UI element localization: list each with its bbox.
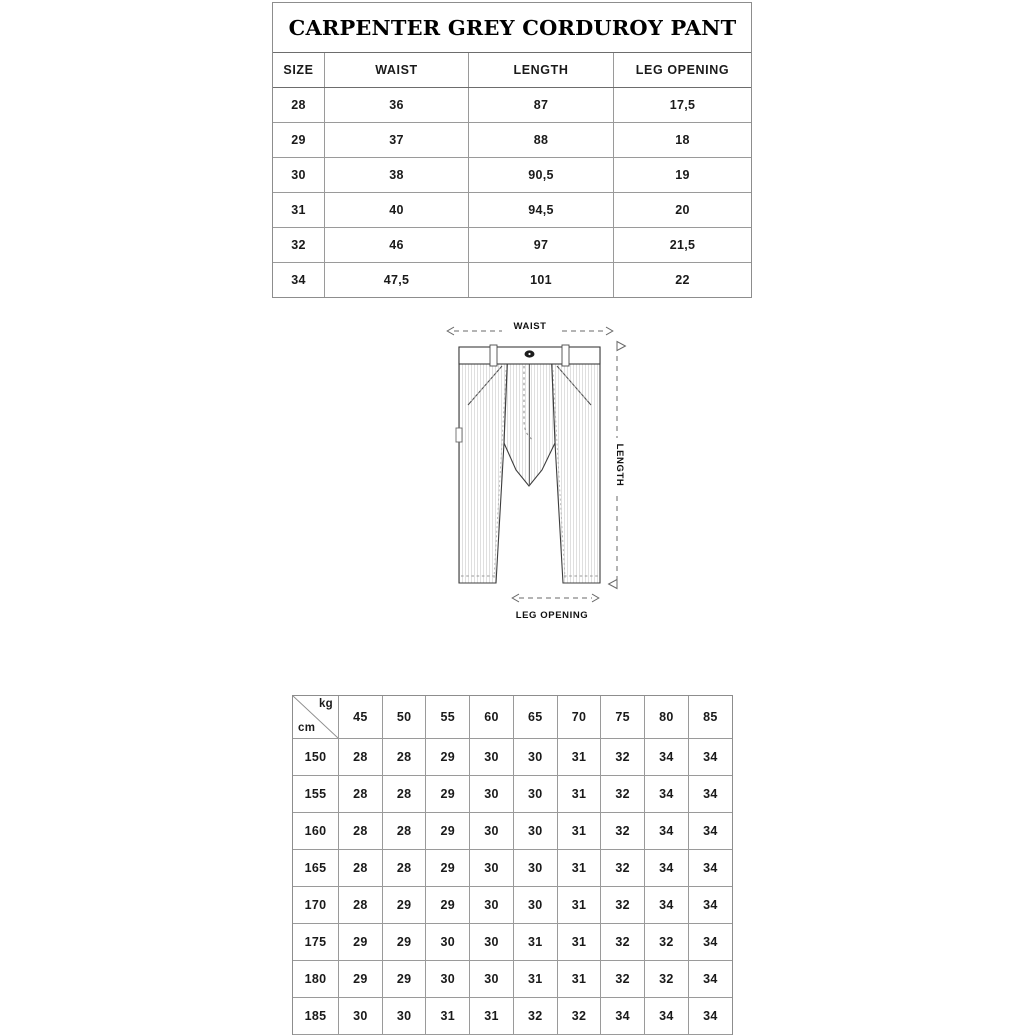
matrix-recommended-size-cell: 30	[470, 924, 514, 961]
matrix-recommended-size-cell: 34	[645, 998, 689, 1035]
matrix-weight-header: 50	[382, 696, 426, 739]
matrix-recommended-size-cell: 28	[382, 776, 426, 813]
matrix-recommended-size-cell: 32	[601, 924, 645, 961]
measurements-table	[273, 53, 751, 297]
table-row	[293, 887, 732, 924]
cell-leg-opening: 20	[614, 193, 752, 228]
matrix-recommended-size-cell: 34	[645, 850, 689, 887]
matrix-recommended-size-cell: 28	[382, 850, 426, 887]
matrix-recommended-size-cell: 34	[688, 850, 732, 887]
matrix-recommended-size-cell: 32	[601, 813, 645, 850]
matrix-recommended-size-cell: 34	[688, 961, 732, 998]
table-row	[293, 776, 732, 813]
matrix-recommended-size-cell: 34	[688, 924, 732, 961]
table-row	[293, 739, 732, 776]
matrix-recommended-size-cell: 32	[601, 961, 645, 998]
table-row	[273, 263, 751, 298]
matrix-weight-header: 45	[339, 696, 383, 739]
matrix-recommended-size-cell: 34	[688, 998, 732, 1035]
column-header-size: SIZE	[273, 53, 325, 88]
table-row	[293, 961, 732, 998]
matrix-recommended-size-cell: 30	[513, 813, 557, 850]
table-row	[293, 813, 732, 850]
matrix-recommended-size-cell: 31	[557, 887, 601, 924]
table-row	[273, 88, 751, 123]
matrix-recommended-size-cell: 29	[426, 739, 470, 776]
matrix-weight-header: 55	[426, 696, 470, 739]
matrix-recommended-size-cell: 31	[557, 924, 601, 961]
cell-waist: 38	[325, 158, 469, 193]
matrix-recommended-size-cell: 28	[339, 850, 383, 887]
fit-matrix-table	[293, 696, 732, 1035]
matrix-weight-header: 75	[601, 696, 645, 739]
cell-size: 32	[273, 228, 325, 263]
cell-length: 101	[469, 263, 614, 298]
matrix-recommended-size-cell: 31	[557, 739, 601, 776]
matrix-recommended-size-cell: 34	[645, 813, 689, 850]
matrix-recommended-size-cell: 32	[601, 776, 645, 813]
table-row	[273, 123, 751, 158]
matrix-height-header: 180	[293, 961, 339, 998]
matrix-recommended-size-cell: 31	[513, 961, 557, 998]
left-leg-panel	[459, 347, 508, 583]
fit-matrix-header-row	[293, 696, 732, 739]
matrix-weight-header: 65	[513, 696, 557, 739]
matrix-recommended-size-cell: 28	[339, 739, 383, 776]
matrix-recommended-size-cell: 31	[426, 998, 470, 1035]
matrix-height-header: 155	[293, 776, 339, 813]
matrix-recommended-size-cell: 34	[645, 887, 689, 924]
page-title	[273, 3, 751, 53]
matrix-recommended-size-cell: 34	[688, 776, 732, 813]
cell-leg-opening: 17,5	[614, 88, 752, 123]
matrix-recommended-size-cell: 28	[339, 776, 383, 813]
cell-size: 31	[273, 193, 325, 228]
cell-length: 90,5	[469, 158, 614, 193]
cell-size: 30	[273, 158, 325, 193]
leg-opening-dimension	[516, 598, 592, 621]
cell-leg-opening: 19	[614, 158, 752, 193]
matrix-recommended-size-cell: 30	[470, 850, 514, 887]
cell-length: 88	[469, 123, 614, 158]
matrix-height-header: 160	[293, 813, 339, 850]
cell-length: 94,5	[469, 193, 614, 228]
waistband	[459, 345, 600, 366]
cell-leg-opening: 18	[614, 123, 752, 158]
matrix-recommended-size-cell: 30	[470, 887, 514, 924]
cell-leg-opening: 21,5	[614, 228, 752, 263]
matrix-recommended-size-cell: 29	[426, 813, 470, 850]
table-row	[293, 850, 732, 887]
table-row	[293, 998, 732, 1035]
pants-body	[459, 347, 600, 583]
matrix-recommended-size-cell: 28	[339, 887, 383, 924]
cell-size: 28	[273, 88, 325, 123]
belt-loop-left	[490, 345, 497, 366]
matrix-recommended-size-cell: 29	[382, 887, 426, 924]
matrix-recommended-size-cell: 29	[382, 961, 426, 998]
matrix-recommended-size-cell: 28	[339, 813, 383, 850]
height-unit-label: cm	[298, 721, 316, 734]
matrix-height-header: 150	[293, 739, 339, 776]
matrix-recommended-size-cell: 32	[601, 739, 645, 776]
height-weight-fit-matrix	[292, 695, 733, 1035]
matrix-recommended-size-cell: 29	[426, 776, 470, 813]
length-dimension	[610, 346, 625, 584]
size-chart-title-text: CARPENTER GREY CORDUROY PANT	[288, 15, 736, 40]
matrix-recommended-size-cell: 32	[601, 887, 645, 924]
matrix-recommended-size-cell: 32	[645, 961, 689, 998]
matrix-recommended-size-cell: 32	[645, 924, 689, 961]
matrix-recommended-size-cell: 30	[426, 961, 470, 998]
matrix-height-header: 185	[293, 998, 339, 1035]
matrix-recommended-size-cell: 30	[513, 739, 557, 776]
matrix-recommended-size-cell: 31	[557, 850, 601, 887]
cell-waist: 40	[325, 193, 469, 228]
matrix-recommended-size-cell: 34	[645, 739, 689, 776]
length-dimension-label: LENGTH	[614, 443, 625, 487]
matrix-recommended-size-cell: 34	[688, 813, 732, 850]
matrix-recommended-size-cell: 32	[513, 998, 557, 1035]
belt-loop-right	[562, 345, 569, 366]
column-header-leg-opening: LEG OPENING	[614, 53, 752, 88]
matrix-weight-header: 60	[470, 696, 514, 739]
right-leg-panel	[551, 347, 600, 583]
hammer-loop	[456, 428, 462, 442]
waist-dimension	[454, 319, 606, 332]
cell-waist: 36	[325, 88, 469, 123]
matrix-weight-header: 80	[645, 696, 689, 739]
matrix-recommended-size-cell: 30	[382, 998, 426, 1035]
column-header-waist: WAIST	[325, 53, 469, 88]
cell-length: 87	[469, 88, 614, 123]
matrix-recommended-size-cell: 29	[339, 961, 383, 998]
matrix-recommended-size-cell: 31	[513, 924, 557, 961]
cell-waist: 46	[325, 228, 469, 263]
matrix-recommended-size-cell: 34	[601, 998, 645, 1035]
cell-size: 29	[273, 123, 325, 158]
matrix-recommended-size-cell: 30	[426, 924, 470, 961]
matrix-recommended-size-cell: 29	[382, 924, 426, 961]
cell-waist: 37	[325, 123, 469, 158]
matrix-corner-cell	[293, 696, 339, 739]
matrix-recommended-size-cell: 28	[382, 739, 426, 776]
matrix-recommended-size-cell: 30	[470, 961, 514, 998]
matrix-recommended-size-cell: 31	[557, 961, 601, 998]
matrix-recommended-size-cell: 28	[382, 813, 426, 850]
matrix-recommended-size-cell: 30	[513, 850, 557, 887]
matrix-recommended-size-cell: 29	[426, 887, 470, 924]
table-row	[293, 924, 732, 961]
matrix-recommended-size-cell: 31	[557, 776, 601, 813]
matrix-weight-header: 85	[688, 696, 732, 739]
table-row	[273, 228, 751, 263]
matrix-recommended-size-cell: 30	[470, 813, 514, 850]
weight-unit-label: kg	[318, 698, 333, 710]
matrix-recommended-size-cell: 34	[688, 739, 732, 776]
matrix-recommended-size-cell: 31	[557, 813, 601, 850]
matrix-recommended-size-cell: 30	[513, 776, 557, 813]
leg-opening-dimension-label: LEG OPENING	[515, 610, 589, 621]
matrix-recommended-size-cell: 29	[339, 924, 383, 961]
size-chart-table	[272, 2, 752, 298]
matrix-recommended-size-cell: 30	[339, 998, 383, 1035]
matrix-recommended-size-cell: 32	[601, 850, 645, 887]
table-row	[273, 158, 751, 193]
matrix-recommended-size-cell: 30	[470, 739, 514, 776]
cell-leg-opening: 22	[614, 263, 752, 298]
cell-size: 34	[273, 263, 325, 298]
matrix-recommended-size-cell: 32	[557, 998, 601, 1035]
pants-technical-drawing	[420, 310, 640, 635]
table-row	[273, 193, 751, 228]
matrix-height-header: 170	[293, 887, 339, 924]
matrix-recommended-size-cell: 31	[470, 998, 514, 1035]
measurements-header-row	[273, 53, 751, 88]
matrix-weight-header: 70	[557, 696, 601, 739]
column-header-length: LENGTH	[469, 53, 614, 88]
waist-dimension-label: WAIST	[513, 321, 547, 332]
matrix-recommended-size-cell: 34	[645, 776, 689, 813]
matrix-recommended-size-cell: 30	[470, 776, 514, 813]
matrix-recommended-size-cell: 29	[426, 850, 470, 887]
cell-length: 97	[469, 228, 614, 263]
cell-waist: 47,5	[325, 263, 469, 298]
matrix-recommended-size-cell: 34	[688, 887, 732, 924]
matrix-height-header: 165	[293, 850, 339, 887]
matrix-height-header: 175	[293, 924, 339, 961]
matrix-recommended-size-cell: 30	[513, 887, 557, 924]
